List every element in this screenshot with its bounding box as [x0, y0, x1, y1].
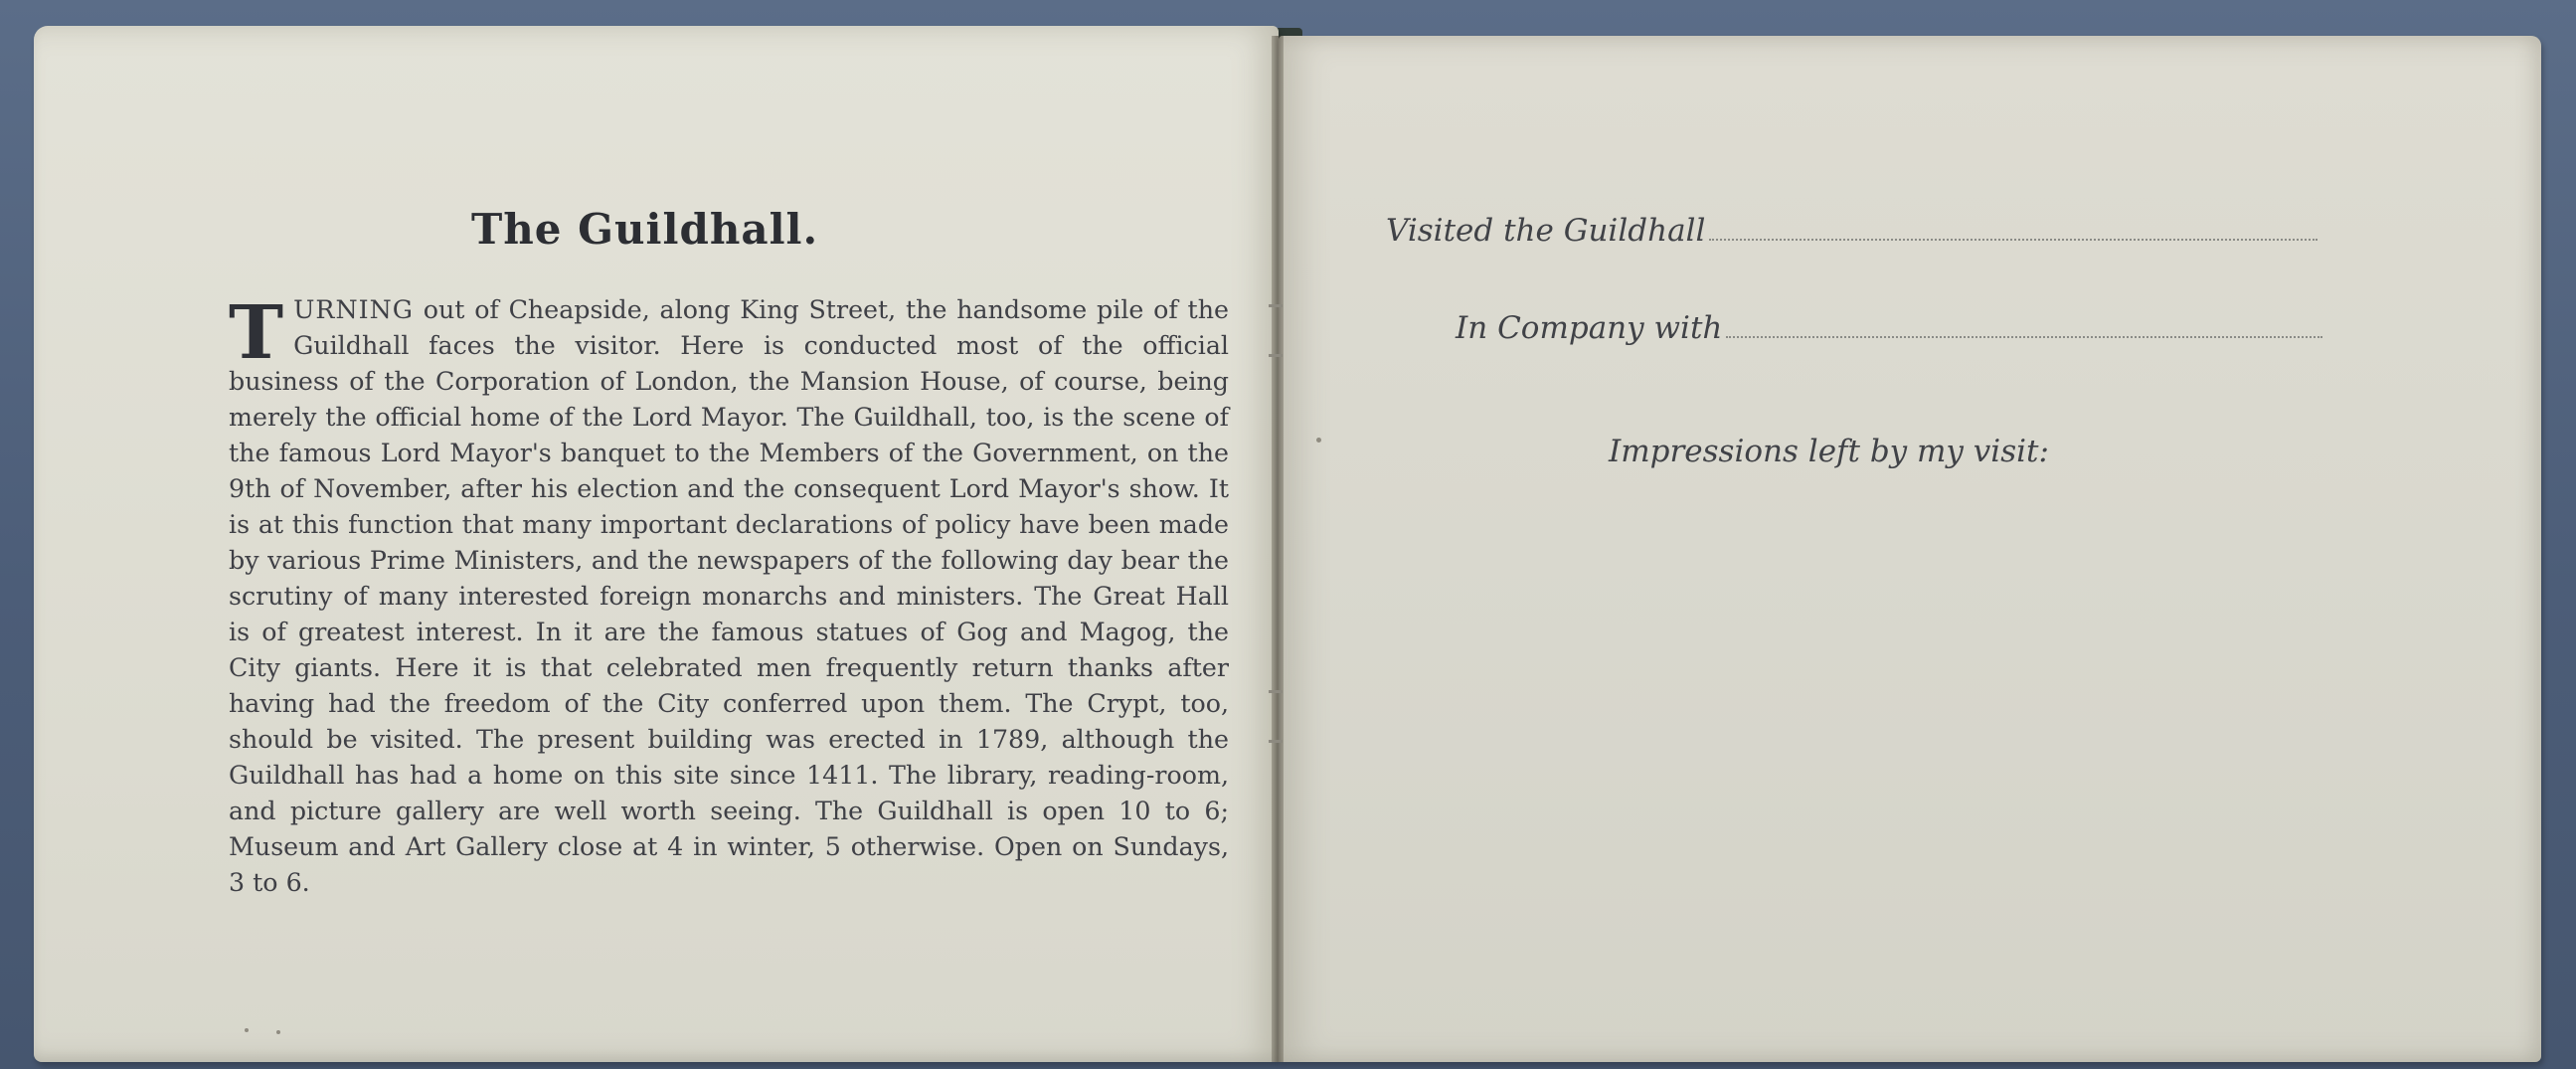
impressions-row — [1609, 434, 2049, 469]
page-mark — [245, 1028, 249, 1032]
left-page — [34, 26, 1279, 1062]
binding-stitch — [1269, 740, 1283, 743]
first-word: URNING — [293, 295, 414, 324]
binding-stitch — [1269, 304, 1283, 307]
visited-label: Visited the Guildhall — [1386, 213, 1706, 249]
description-text: out of Cheapside, along King Street, the handsome pile of the Guildhall faces the visitor. Here is conducted most of the official business of the Corporation of London, the Mansion House, of course, being merely the official home of the Lord Mayor. The Guildhall, too, is the scene of the famous Lord Mayor's banquet to the Members of the Government, on the 9th of November, after his election and the consequent Lord Mayor's show. It is at this function that many important declarations of policy have been made by various Prime Ministers, and the newspapers of the following day bear the scrutiny of many interested foreign monarchs and ministers. The Great Hall is of greatest interest. In it are the famous statues of Gog and Magog, the City giants. Here it is that celebrated men frequently return thanks after having had the freedom of the City conferred upon them. The Crypt, too, should be visited. The present building was erected in 1789, although the Guildhall has had a home on this site since 1411. The library, reading-room, and picture gallery are well worth seeing. The Guildhall is open 10 to 6; Museum and Art Gallery close at 4 in winter, 5 otherwise. Open on Sundays, 3 to 6. — [229, 295, 1229, 897]
page-mark — [1316, 438, 1321, 443]
page-mark — [276, 1030, 280, 1034]
visited-fill-line[interactable] — [1709, 238, 2318, 241]
book-spine — [1272, 36, 1284, 1062]
binding-stitch — [1269, 690, 1283, 693]
company-row — [1456, 310, 2322, 346]
visited-row — [1386, 213, 2318, 249]
company-label: In Company with — [1456, 310, 1723, 346]
drop-cap: T — [229, 290, 284, 376]
impressions-label: Impressions left by my visit: — [1609, 434, 2049, 469]
binding-stitch — [1269, 354, 1283, 357]
company-fill-line[interactable] — [1726, 335, 2322, 338]
right-page — [1279, 36, 2541, 1062]
guildhall-description — [229, 292, 1229, 901]
page-title: The Guildhall. — [471, 205, 819, 254]
